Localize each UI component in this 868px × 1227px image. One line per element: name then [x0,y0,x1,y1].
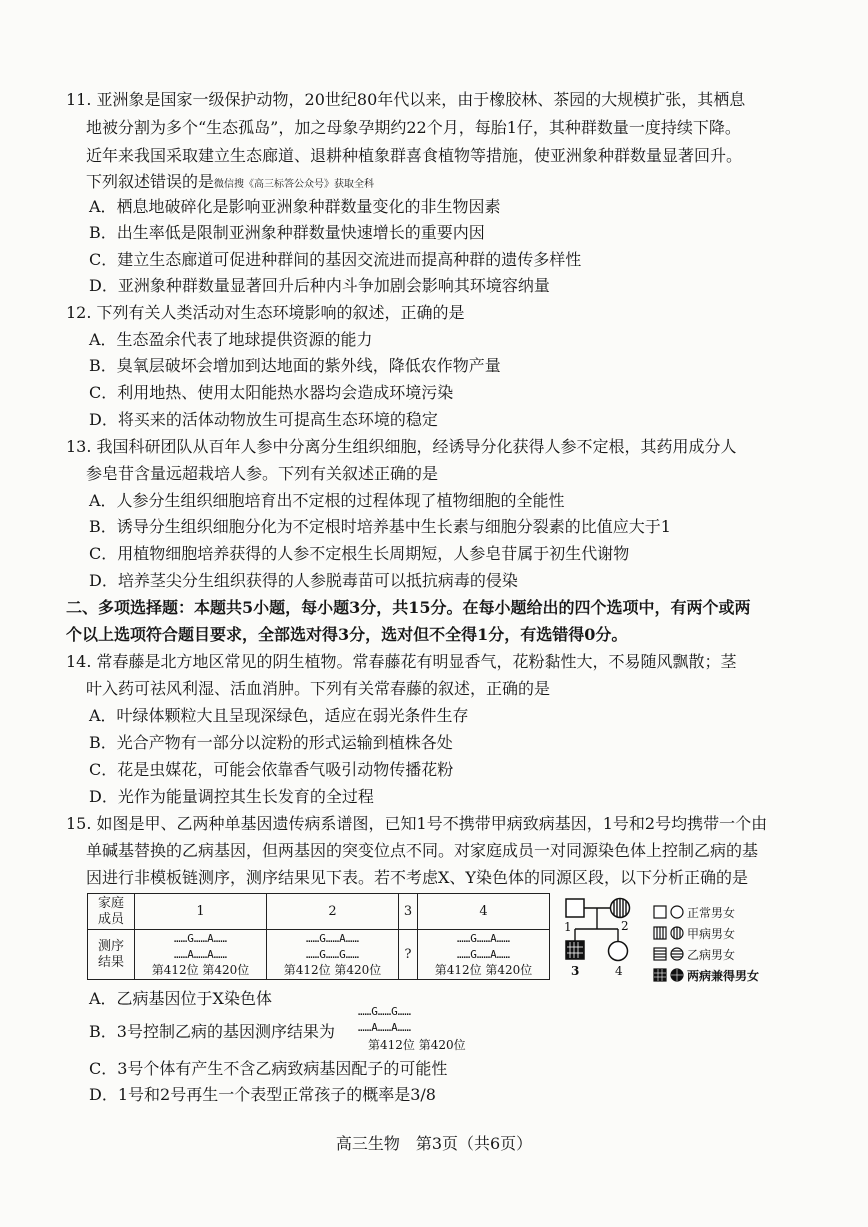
table-cell-seq-1 [135,930,267,980]
row-label-text: 测序结果 [97,938,124,970]
table-header-member-3: 3 [399,894,418,930]
q15-option-a: A．乙病基因位于X染色体 [89,989,272,1008]
q11-stem-line4 [86,171,374,196]
q14-option-b: B．光合产物有一部分以淀粉的形式运输到植株各处 [89,733,453,752]
q12-option-b: B．臭氧层破坏会增加到达地面的紫外线，降低农作物产量 [89,356,501,375]
q11-option-c: C．建立生态廊道可促进种群间的基因交流进而提高种群的遗传多样性 [89,250,582,269]
q15-option-d: D．1号和2号再生一个表型正常孩子的概率是3/8 [89,1085,436,1104]
legend-disease-b-symbols [653,947,687,961]
pedigree-label-4: 4 [615,964,623,978]
seq2-strand-a: ……G……A…… [306,932,359,945]
q11-prompt: 下列叙述错误的是 [86,172,215,191]
q11-stem-line1: 11. 亚洲象是国家一级保护动物，20世纪80年代以来，由于橡胶林、茶园的大规模扩张，其栖息 [66,90,746,109]
q13-option-c: C．用植物细胞培养获得的人参不定根生长周期短，人参皂苷属于初生代谢物 [89,544,630,563]
q15-option-b-seq-strand-a: ……G……G…… [358,1005,411,1018]
q15-option-b-positions: 第412位 第420位 [368,1038,466,1052]
page-footer: 高三生物 第3页（共6页） [335,1134,533,1153]
pedigree-label-1: 1 [564,920,572,934]
seq2-strand-b: ……G……G…… [306,948,359,961]
table-header-member-2: 2 [267,894,399,930]
section2-heading-line2: 个以上选项符合题目要求，全部选对得3分，选对但不全得1分，有选错得0分。 [66,625,628,644]
q11-stem-line2: 地被分割为多个“生态孤岛”，加之母象孕期约22个月，每胎1仔，其种群数量一度持续下降。 [86,118,741,137]
seq1-strand-b: ……A……A…… [174,948,227,961]
table-header-member-1: 1 [135,894,267,930]
legend-normal [653,903,735,923]
table-cell-seq-3: ? [399,930,418,980]
q14-stem-line1: 14. 常春藤是北方地区常见的阴生植物。常春藤花有明显香气，花粉黏性大，不易随风飘散；茎 [66,652,737,671]
pedigree-label-3: 3 [571,964,580,978]
legend-both-symbols [653,968,687,982]
table-header-member-4: 4 [418,894,550,930]
legend-disease-a [653,924,735,944]
table-cell-seq-4 [418,930,550,980]
legend-disease-b-text: 乙病男女 [687,948,736,962]
section2-heading-line1: 二、多项选择题：本题共5小题，每小题3分，共15分。在每小题给出的四个选项中，有两个或两 [66,598,751,617]
pedigree-member-2-disease-a-female [611,899,630,918]
q15-option-b: B．3号控制乙病的基因测序结果为 [89,1022,335,1041]
q15-stem-line2: 单碱基替换的乙病基因，但两基因的突变位点不同。对家庭成员一对同源染色体上控制乙病的基 [86,841,759,860]
q11-option-d: D．亚洲象种群数量显著回升后种内斗争加剧会影响其环境容纳量 [89,276,550,295]
legend-normal-symbols [653,905,687,919]
table-row-label [88,930,135,980]
pedigree-member-4-normal-female [609,942,628,961]
q11-option-a: A．栖息地破碎化是影响亚洲象种群数量变化的非生物因素 [89,197,501,216]
q12-option-d: D．将买来的活体动物放生可提高生态环境的稳定 [89,410,438,429]
legend-disease-b [653,945,735,965]
legend-disease-a-symbols [653,926,687,940]
pedigree-member-1-normal-male [566,899,584,917]
pedigree-label-2: 2 [621,919,629,933]
pedigree-chart [560,895,650,985]
q13-stem-line2: 参皂苷含量远超栽培人参。下列有关叙述正确的是 [86,464,439,483]
q11-stem-line3: 近年来我国采取建立生态廊道、退耕种植象群喜食植物等措施，使亚洲象种群数量显著回升。 [86,146,743,165]
seq4-strand-b: ……G……A…… [457,948,510,961]
q11-watermark: 微信搜《高三标答公众号》获取全科 [214,179,375,190]
q13-option-a: A．人参分生组织细胞培育出不定根的过程体现了植物细胞的全能性 [89,491,565,510]
q12-option-a: A．生态盈余代表了地球提供资源的能力 [89,330,373,349]
q15-option-b-seq-strand-b: ……A……A…… [358,1021,411,1034]
q14-stem-line2: 叶入药可祛风利湿、活血消肿。下列有关常春藤的叙述，正确的是 [86,679,551,698]
seq4-positions: 第412位 第420位 [434,963,533,977]
q14-option-a: A．叶绿体颗粒大且呈现深绿色，适应在弱光条件生存 [89,706,469,725]
legend-both-diseases [653,966,759,986]
seq1-strand-a: ……G……A…… [174,932,227,945]
q15-stem-line1: 15. 如图是甲、乙两种单基因遗传病系谱图，已知1号不携带甲病致病基因，1号和2号均携带一个由 [66,814,768,833]
seq1-positions: 第412位 第420位 [151,963,250,977]
table-header-member-label [88,894,135,930]
q15-option-c: C．3号个体有产生不含乙病致病基因配子的可能性 [89,1059,448,1078]
sequencing-table [87,893,550,980]
seq4-strand-a: ……G……A…… [457,932,510,945]
q12-option-c: C．利用地热、使用太阳能热水器均会造成环境污染 [89,383,454,402]
table-cell-seq-2 [267,930,399,980]
legend-normal-text: 正常男女 [687,906,736,920]
q11-option-b: B．出生率低是限制亚洲象种群数量快速增长的重要内因 [89,223,485,242]
q13-option-d: D．培养茎尖分生组织获得的人参脱毒苗可以抵抗病毒的侵染 [89,571,518,590]
q13-option-b: B．诱导分生组织细胞分化为不定根时培养基中生长素与细胞分裂素的比值应大于1 [89,517,671,536]
q14-option-c: C．花是虫媒花，可能会依靠香气吸引动物传播花粉 [89,760,454,779]
q15-stem-line3: 因进行非模板链测序，测序结果见下表。若不考虑X、Y染色体的同源区段，以下分析正确的是 [86,868,748,887]
q12-stem: 12. 下列有关人类活动对生态环境影响的叙述，正确的是 [66,303,465,322]
legend-both-text: 两病兼得男女 [687,969,760,983]
legend-disease-a-text: 甲病男女 [687,927,736,941]
header-label-text: 家庭成员 [97,895,124,927]
q13-stem-line1: 13. 我国科研团队从百年人参中分离分生组织细胞，经诱导分化获得人参不定根，其药用成分人 [66,437,737,456]
q14-option-d: D．光作为能量调控其生长发育的全过程 [89,787,374,806]
pedigree-member-3-both-diseases-male [566,941,584,959]
seq2-positions: 第412位 第420位 [283,963,382,977]
